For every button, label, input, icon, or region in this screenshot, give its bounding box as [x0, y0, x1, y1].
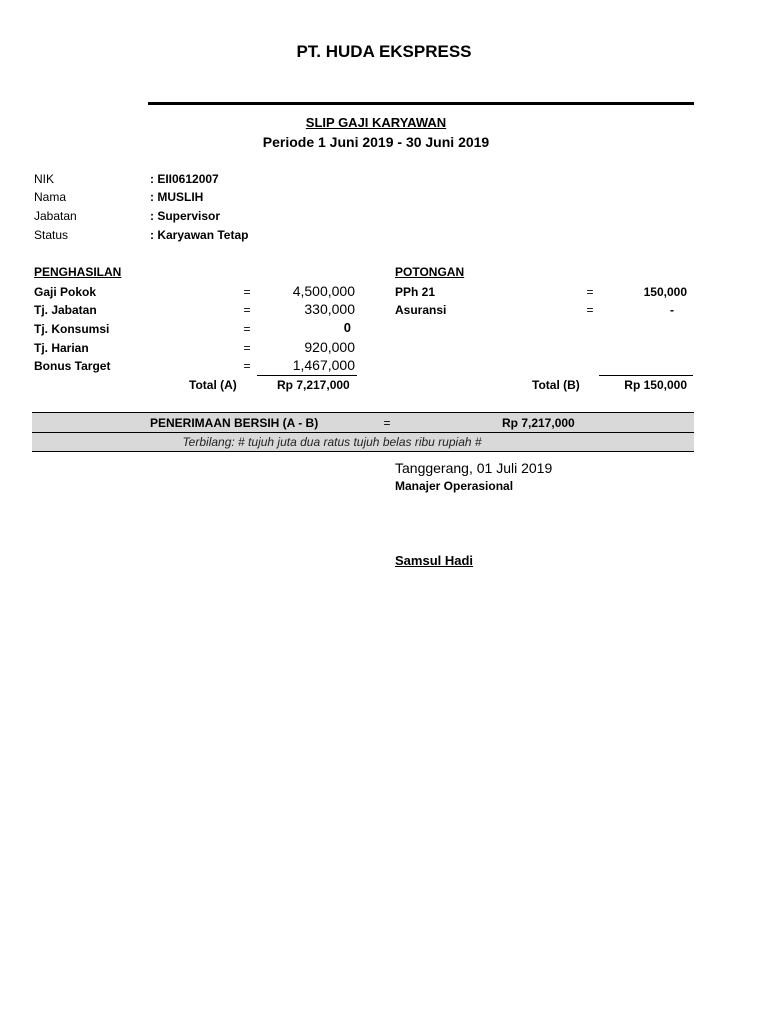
net-row-bg — [32, 413, 694, 432]
header-divider — [148, 102, 694, 105]
net-label: PENERIMAAN BERSIH (A - B) — [150, 416, 319, 430]
deduction-row-value: 150,000 — [643, 285, 687, 299]
signature-name: Samsul Hadi — [395, 553, 474, 568]
signature-role: Manajer Operasional — [395, 479, 514, 493]
status-value: : Karyawan Tetap — [150, 228, 249, 242]
income-row-label: Tj. Jabatan — [34, 303, 97, 317]
nik-label: NIK — [34, 172, 55, 186]
nama-value: : MUSLIH — [150, 190, 204, 204]
deduction-total-label: Total (B) — [532, 378, 580, 392]
deduction-row-eq: = — [586, 303, 594, 317]
deduction-row-eq: = — [586, 285, 594, 299]
income-total-value: Rp 7,217,000 — [277, 378, 350, 392]
deduction-row-label: PPh 21 — [395, 285, 436, 299]
income-row-value: 330,000 — [304, 301, 355, 317]
deduction-total-value: Rp 150,000 — [624, 378, 687, 392]
income-row-eq: = — [243, 303, 251, 317]
deduction-row-label: Asuransi — [395, 303, 447, 317]
company-name: PT. HUDA EKSPRESS — [296, 42, 472, 61]
net-bottom-line — [32, 451, 694, 452]
deduction-sum-line — [599, 375, 693, 376]
income-row-eq: = — [243, 285, 251, 299]
income-heading: PENGHASILAN — [34, 265, 122, 279]
nama-label: Nama — [34, 190, 67, 204]
net-spelled: Terbilang: # tujuh juta dua ratus tujuh belas ribu rupiah # — [182, 435, 482, 449]
deduction-heading: POTONGAN — [395, 265, 465, 279]
jabatan-label: Jabatan — [34, 209, 77, 223]
nik-value: : EII0612007 — [150, 172, 219, 186]
income-row-value: 0 — [343, 320, 351, 335]
income-row-eq: = — [243, 359, 251, 373]
jabatan-value: : Supervisor — [150, 209, 221, 223]
deduction-row-value: - — [670, 303, 674, 317]
status-label: Status — [34, 228, 69, 242]
income-total-label: Total (A) — [189, 378, 237, 392]
income-row-eq: = — [243, 341, 251, 355]
slip-title: SLIP GAJI KARYAWAN — [305, 115, 447, 130]
income-sum-line — [257, 375, 357, 376]
income-row-label: Tj. Konsumsi — [34, 322, 110, 336]
income-row-label: Gaji Pokok — [34, 285, 97, 299]
net-value: Rp 7,217,000 — [502, 416, 575, 430]
period-label: Periode 1 Juni 2019 - 30 Juni 2019 — [262, 134, 490, 150]
income-row-eq: = — [243, 322, 251, 336]
signature-place-date: Tanggerang, 01 Juli 2019 — [395, 460, 553, 476]
income-row-value: 4,500,000 — [292, 283, 355, 299]
income-row-label: Bonus Target — [34, 359, 111, 373]
income-row-value: 1,467,000 — [292, 357, 355, 373]
net-eq: = — [383, 416, 391, 430]
income-row-value: 920,000 — [304, 339, 355, 355]
income-row-label: Tj. Harian — [34, 341, 89, 355]
